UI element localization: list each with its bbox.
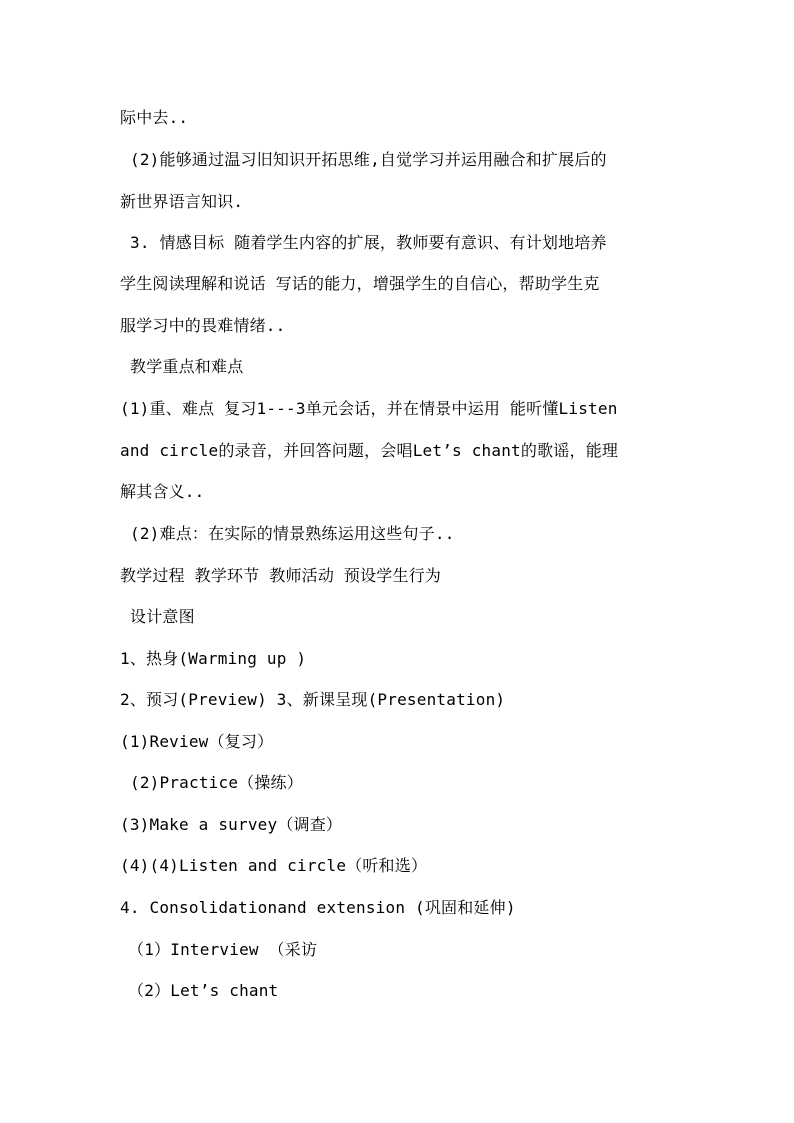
section-heading-key-points: 教学重点和难点	[130, 357, 244, 376]
text-line-12: 教学过程 教学环节 教师活动 预设学生行为	[120, 566, 442, 585]
text-line-16: (1)Review（复习）	[120, 732, 274, 751]
text-line-4: 3. 情感目标 随着学生内容的扩展，教师要有意识、有计划地培养	[130, 233, 607, 252]
text-line-8: (1)重、难点 复习1---3单元会话，并在情景中运用 能听懂Listen	[120, 399, 618, 418]
text-line-5: 学生阅读理解和说话 写话的能力，增强学生的自信心，帮助学生克	[120, 274, 600, 293]
text-line-6: 服学习中的畏难情绪..	[120, 316, 286, 335]
text-line-9: and circle的录音，并回答问题，会唱Let’s chant的歌谣，能理	[120, 441, 619, 460]
text-line-13: 设计意图	[130, 607, 195, 626]
text-line-14: 1、热身(Warming up )	[120, 649, 307, 668]
text-line-11: (2)难点：在实际的情景熟练运用这些句子..	[130, 524, 455, 543]
text-line-10: 解其含义..	[120, 482, 205, 501]
text-line-15: 2、预习(Preview) 3、新课呈现(Presentation)	[120, 690, 506, 709]
text-line-2: (2)能够通过温习旧知识开拓思维,自觉学习并运用融合和扩展后的	[130, 150, 607, 169]
text-line-1: 际中去..	[120, 108, 189, 127]
text-line-22: （2）Let’s chant	[128, 981, 279, 1000]
text-line-17: (2)Practice（操练）	[130, 773, 303, 792]
text-line-20: 4. Consolidationand extension (巩固和延伸)	[120, 898, 516, 917]
text-line-3: 新世界语言知识.	[120, 192, 244, 211]
text-line-18: (3)Make a survey（调查）	[120, 815, 343, 834]
text-line-19: (4)(4)Listen and circle（听和选）	[120, 856, 428, 875]
text-line-21: （1）Interview （采访	[128, 940, 318, 959]
